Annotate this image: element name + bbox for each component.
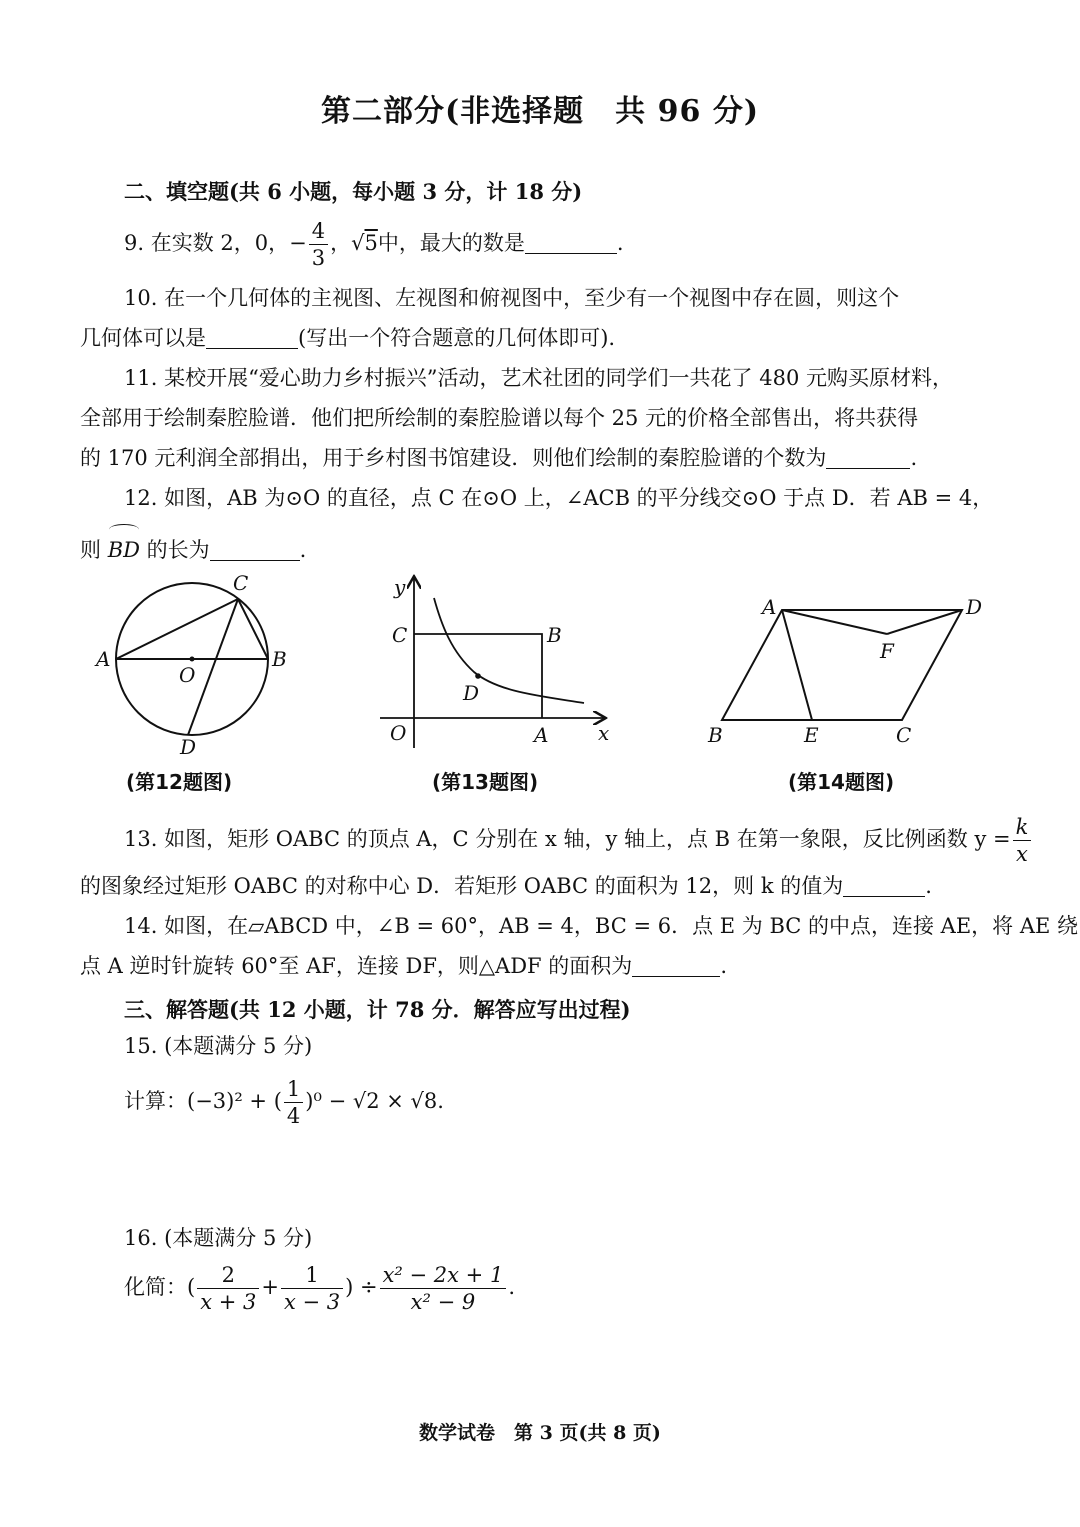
- fig14-label-d: D: [966, 595, 983, 619]
- q16-fraction-2: [281, 1262, 343, 1315]
- q15-prefix: 计算：(−3)² + (: [124, 1089, 282, 1113]
- q10-line2a: 几何体可以是: [80, 326, 206, 350]
- fig13-hyperbola: [434, 598, 584, 703]
- fig14-label-b: B: [708, 723, 723, 747]
- figure-14-parallelogram: [700, 590, 1000, 750]
- question-15-expression: [124, 1076, 444, 1129]
- fig12-label-c: C: [233, 571, 249, 595]
- fig14-segment-ae: [782, 610, 812, 720]
- question-12-line2: [80, 530, 306, 570]
- q15-frac-den: 4: [286, 1104, 301, 1128]
- fig14-label-e: E: [804, 723, 819, 747]
- question-9: [124, 218, 624, 271]
- q15-fraction: [284, 1076, 303, 1129]
- q13-fraction: [1013, 814, 1032, 867]
- question-11-line1: 11. 某校开展“爱心助力乡村振兴”活动，艺术社团的同学们一共花了 480 元购买原材料，: [124, 366, 953, 390]
- q9-frac-den: 3: [311, 246, 326, 270]
- q16-f3-num: x² − 2x + 1: [380, 1262, 507, 1289]
- q15-frac-num: 1: [284, 1076, 303, 1103]
- q16-f3-den: x² − 9: [410, 1290, 476, 1314]
- q9-suffix: 中，最大的数是: [377, 231, 525, 255]
- q16-f2-den: x − 3: [283, 1290, 341, 1314]
- question-13-line2: [80, 866, 932, 906]
- fig14-label-f: F: [880, 639, 894, 663]
- q16-f1-den: x + 3: [200, 1290, 257, 1314]
- fig13-point-d: [475, 673, 481, 679]
- q13-frac-num: k: [1013, 814, 1032, 841]
- figure-12-circle: [88, 568, 300, 768]
- question-14-line1: 14. 如图，在▱ABCD 中，∠B = 60°，AB = 4，BC = 6．点 E 为 BC 的中点，连接 AE，将 AE 绕: [124, 914, 1079, 938]
- question-12-line1: 12. 如图，AB 为⊙O 的直径，点 C 在⊙O 上，∠ACB 的平分线交⊙O 于点 D．若 AB = 4，: [124, 486, 994, 510]
- q13-line2-text: 的图象经过矩形 OABC 的对称中心 D．若矩形 OABC 的面积为 12，则 k 的值为: [80, 874, 844, 898]
- q11-end: .: [910, 446, 918, 470]
- part-title: 第二部分(非选择题 共 96 分): [320, 94, 760, 129]
- q9-sqrt-value: 5: [364, 231, 378, 255]
- q9-prefix: 9. 在实数 2，0，−: [124, 231, 307, 255]
- q16-fraction-3: [380, 1262, 507, 1315]
- q12-line2a: 则: [80, 538, 108, 562]
- q16-f2-num: 1: [281, 1262, 343, 1289]
- question-16-expression: [124, 1262, 515, 1315]
- question-11-line2: 全部用于绘制秦腔脸谱．他们把所绘制的秦腔脸谱以每个 25 元的价格全部售出，将共获得: [80, 406, 919, 430]
- q13-frac-den: x: [1016, 842, 1028, 866]
- q16-plus: +: [261, 1275, 279, 1299]
- q9-answer-blank[interactable]: [525, 231, 617, 254]
- q9-end: .: [616, 231, 624, 255]
- question-15-heading: 15. (本题满分 5 分): [124, 1034, 313, 1058]
- question-14-line2: [80, 946, 727, 986]
- q11-line3-text: 的 170 元利润全部捐出，用于乡村图书馆建设．则他们绘制的秦腔脸谱的个数为: [80, 446, 827, 470]
- figure-13-caption: (第13题图): [432, 770, 539, 794]
- q9-sqrt-sign: √: [351, 231, 365, 255]
- fig13-label-a: A: [534, 723, 549, 747]
- q16-div: ) ÷: [345, 1275, 378, 1299]
- q14-answer-blank[interactable]: [632, 954, 720, 977]
- fig12-label-d: D: [180, 735, 197, 759]
- q15-suffix: )⁰ − √2 × √8.: [305, 1089, 444, 1113]
- q9-fraction: [309, 218, 328, 271]
- figure-13-rectangle-graph: [380, 572, 620, 752]
- q9-comma: ，: [330, 231, 352, 255]
- fig13-label-b: B: [547, 623, 562, 647]
- fig14-parallelogram-abcd: [722, 610, 962, 720]
- question-13-line1: [124, 814, 1033, 867]
- q12-arc-bd: BD: [108, 530, 140, 570]
- page-footer: 数学试卷 第 3 页(共 8 页): [419, 1422, 661, 1444]
- q12-line2b: 的长为: [139, 538, 210, 562]
- q13-line1-text: 13. 如图，矩形 OABC 的顶点 A，C 分别在 x 轴，y 轴上，点 B 在第一象限，反比例函数 y =: [124, 827, 1011, 851]
- figure-14-caption: (第14题图): [788, 770, 895, 794]
- section-answer-heading: 三、解答题(共 12 小题，计 78 分．解答应写出过程): [124, 997, 631, 1022]
- section-fill-in-heading: 二、填空题(共 6 小题，每小题 3 分，计 18 分): [124, 179, 583, 204]
- fig12-label-a: A: [96, 647, 111, 671]
- question-10-line2: [80, 318, 615, 358]
- fig12-center-dot: [190, 657, 195, 662]
- question-10-line1: 10. 在一个几何体的主视图、左视图和俯视图中，至少有一个视图中存在圆，则这个: [124, 286, 900, 310]
- q9-frac-num: 4: [309, 218, 328, 245]
- fig12-chord-cb: [238, 599, 268, 659]
- q16-f1-num: 2: [197, 1262, 259, 1289]
- q14-end: .: [720, 954, 727, 978]
- q13-answer-blank[interactable]: [843, 874, 925, 897]
- fig13-label-d: D: [463, 681, 480, 705]
- question-16-heading: 16. (本题满分 5 分): [124, 1226, 313, 1250]
- fig13-label-x: x: [598, 721, 610, 745]
- fig14-segment-af: [782, 610, 887, 634]
- q12-end: .: [299, 538, 307, 562]
- q10-answer-blank[interactable]: [206, 326, 298, 349]
- figure-12-caption: (第12题图): [126, 770, 233, 794]
- q11-answer-blank[interactable]: [826, 446, 910, 469]
- q16-fraction-1: [197, 1262, 259, 1315]
- q16-end: .: [508, 1275, 516, 1299]
- q16-prefix: 化简：(: [124, 1275, 196, 1299]
- q13-end: .: [925, 874, 932, 898]
- fig13-label-o: O: [390, 721, 407, 745]
- question-11-line3: [80, 438, 917, 478]
- fig12-label-o: O: [179, 663, 196, 687]
- fig14-label-c: C: [896, 723, 912, 747]
- q14-line2-text: 点 A 逆时针旋转 60°至 AF，连接 DF，则△ADF 的面积为: [80, 954, 633, 978]
- fig12-label-b: B: [272, 647, 287, 671]
- q12-answer-blank[interactable]: [210, 538, 300, 561]
- fig13-label-c: C: [392, 623, 408, 647]
- q10-line2b: (写出一个符合题意的几何体即可).: [298, 326, 616, 350]
- fig13-label-y: y: [394, 575, 406, 599]
- fig14-label-a: A: [762, 595, 777, 619]
